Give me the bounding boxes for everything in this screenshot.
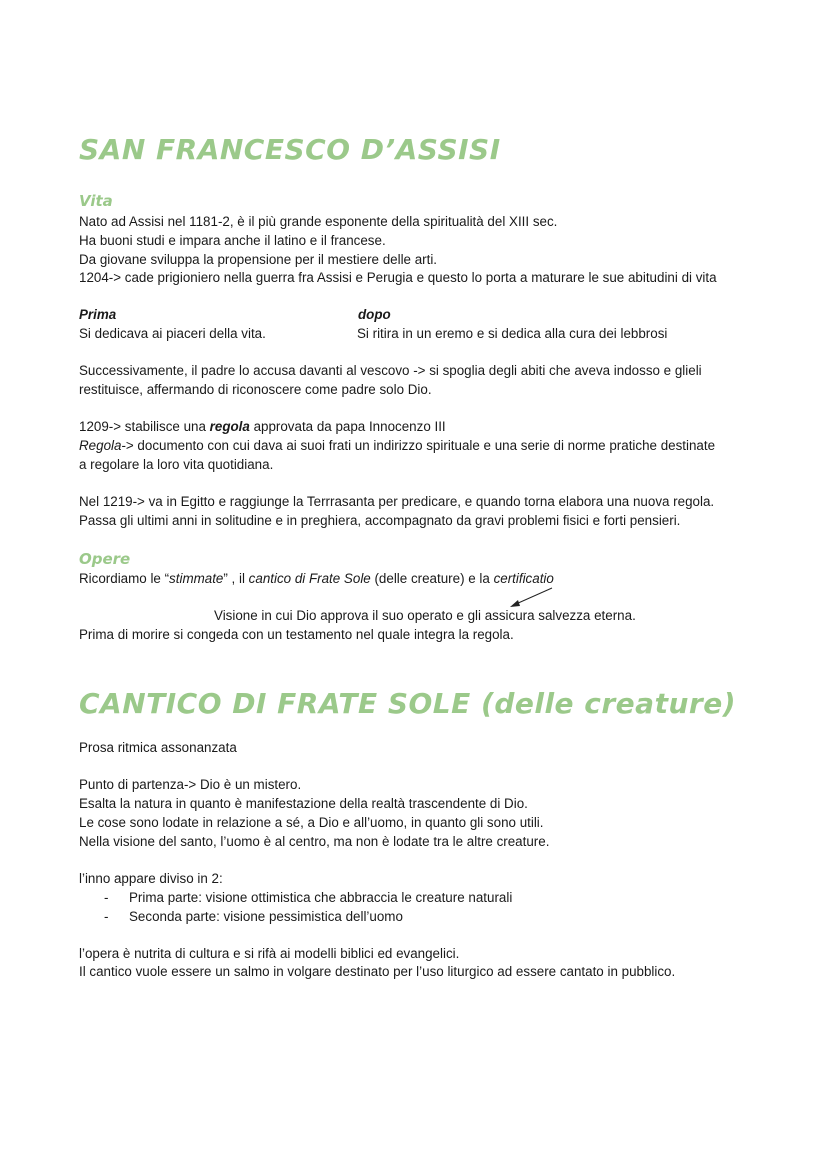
regola-line-3: a regolare la loro vita quotidiana.	[79, 457, 274, 472]
regola-emphasis: regola	[209, 419, 250, 434]
bullet-marker: -	[104, 909, 109, 924]
opere-line-1	[79, 570, 554, 588]
list-item: Seconda parte: visione pessimistica dell’uomo	[129, 909, 403, 924]
certificatio: certificatio	[493, 571, 554, 586]
padre-line: Successivamente, il padre lo accusa davanti al vescovo -> si spoglia degli abiti che aveva indosso e glieli	[79, 363, 702, 378]
stimmate: stimmate	[169, 571, 224, 586]
padre-line: restituisce, affermando di riconoscere come padre solo Dio.	[79, 382, 432, 397]
line-1219: Passa gli ultimi anni in solitudine e in preghiera, accompagnato da gravi problemi fisici e forti pensieri.	[79, 513, 681, 528]
section-heading-vita: Vita	[79, 192, 113, 210]
prima-label: Prima	[79, 307, 117, 322]
inno-intro: l’inno appare diviso in 2:	[79, 871, 223, 886]
cantico-subtitle: Prosa ritmica assonanzata	[79, 740, 237, 755]
vita-line: Nato ad Assisi nel 1181-2, è il più grande esponente della spiritualità del XIII sec.	[79, 214, 558, 229]
closing-line: Il cantico vuole essere un salmo in volgare destinato per l’uso liturgico ad essere cantato in pubblico.	[79, 964, 676, 979]
vita-line: Da giovane sviluppa la propensione per il mestiere delle arti.	[79, 252, 438, 267]
certificatio-note: Visione in cui Dio approva il suo operato e gli assicura salvezza eterna.	[214, 608, 636, 623]
closing-line: l’opera è nutrita di cultura e si rifà ai modelli biblici ed evangelici.	[79, 946, 460, 961]
regola-line-2	[79, 437, 715, 455]
text: (delle creature) e la	[370, 571, 494, 586]
text: Ricordiamo le “	[79, 571, 170, 586]
cantico-line: Le cose sono lodate in relazione a sé, a Dio e all’uomo, in quanto gli sono utili.	[79, 815, 544, 830]
bullet-marker: -	[104, 890, 109, 905]
line-1219: Nel 1219-> va in Egitto e raggiunge la Terrrasanta per predicare, e quando torna elabora una nuova regola.	[79, 494, 715, 509]
dopo-label: dopo	[358, 307, 391, 322]
cantico-line: Esalta la natura in quanto è manifestazione della realtà trascendente di Dio.	[79, 796, 528, 811]
cantico-line: Nella visione del santo, l’uomo è al centro, ma non è lodate tra le altre creature.	[79, 834, 550, 849]
regola-line-1	[79, 418, 446, 436]
list-item: Prima parte: visione ottimistica che abbraccia le creature naturali	[129, 890, 513, 905]
dopo-text: Si ritira in un eremo e si dedica alla cura dei lebbrosi	[357, 326, 668, 341]
vita-line: Ha buoni studi e impara anche il latino e il francese.	[79, 233, 386, 248]
page-title: SAN FRANCESCO D’ASSISI	[79, 133, 501, 166]
text: -> documento con cui dava ai suoi frati un indirizzo spirituale e una serie di norme pratiche destinate	[121, 438, 716, 453]
cantico-ref: cantico di Frate Sole	[248, 571, 371, 586]
section-heading-opere: Opere	[79, 550, 131, 568]
text: approvata da papa Innocenzo III	[249, 419, 446, 434]
opere-line-3: Prima di morire si congeda con un testamento nel quale integra la regola.	[79, 627, 514, 642]
regola-term: Regola	[79, 438, 122, 453]
cantico-line: Punto di partenza-> Dio è un mistero.	[79, 777, 302, 792]
vita-line: 1204-> cade prigioniero nella guerra fra Assisi e Perugia e questo lo porta a maturare le sue abitudini di vita	[79, 270, 717, 285]
text: 1209-> stabilisce una	[79, 419, 210, 434]
prima-text: Si dedicava ai piaceri della vita.	[79, 326, 266, 341]
text: ” , il	[223, 571, 249, 586]
cantico-title: CANTICO DI FRATE SOLE (delle creature)	[79, 687, 736, 720]
